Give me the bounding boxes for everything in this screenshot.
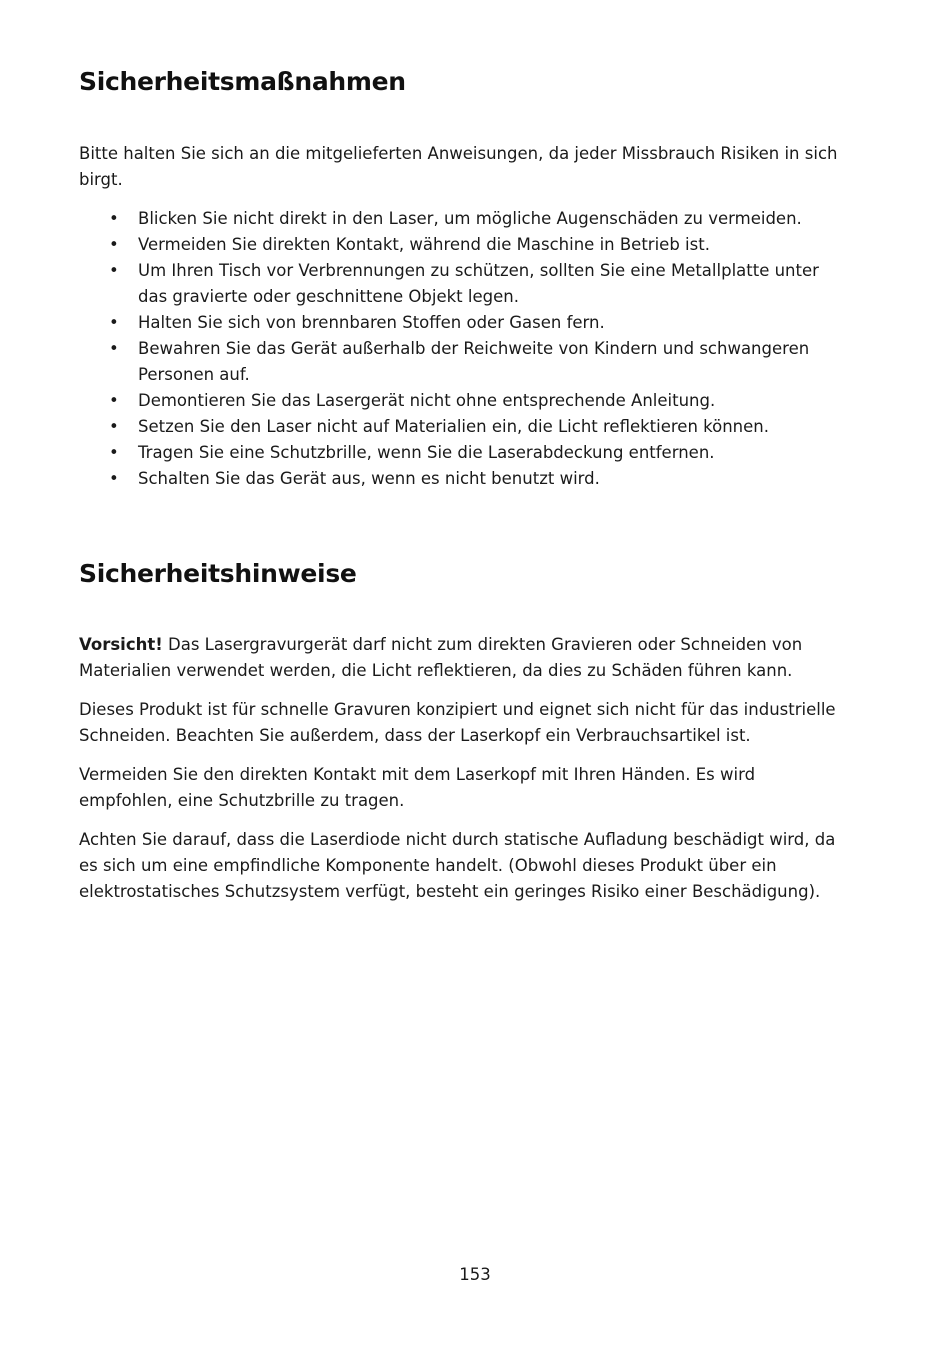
safety-notes — [79, 632, 849, 918]
caution-paragraph — [79, 632, 849, 684]
heading-safety-notes: Sicherheitshinweise — [79, 559, 357, 588]
bullet-icon: • — [109, 339, 119, 358]
bullet-icon: • — [109, 235, 119, 254]
list-item — [79, 440, 849, 466]
list-item — [79, 388, 849, 414]
bullet-icon: • — [109, 209, 119, 228]
notes-paragraph-2: Dieses Produkt ist für schnelle Gravuren konzipiert und eignet sich nicht für das industrielle Schneiden. Beachten Sie außerdem, dass der Laserkopf ein Verbrauchsartikel ist. — [79, 700, 836, 745]
notes-paragraph-4: Achten Sie darauf, dass die Laserdiode nicht durch statische Aufladung beschädigt wird, da es sich um eine empfindliche Komponente handelt. (Obwohl dieses Produkt über ein elektrostatisches Schutzsystem verfügt, besteht ein geringes Risiko einer Beschädigung). — [79, 830, 836, 901]
list-item-text: Vermeiden Sie direkten Kontakt, während die Maschine in Betrieb ist. — [138, 235, 710, 254]
bullet-icon: • — [109, 417, 119, 436]
intro-paragraph: Bitte halten Sie sich an die mitgelieferten Anweisungen, da jeder Missbrauch Risiken in sich birgt. — [79, 144, 838, 189]
bullet-icon: • — [109, 469, 119, 488]
safety-bullet-list — [79, 206, 849, 492]
bullet-icon: • — [109, 261, 119, 280]
list-item — [79, 466, 849, 492]
list-item-text: Setzen Sie den Laser nicht auf Materialien ein, die Licht reflektieren können. — [138, 417, 769, 436]
list-item — [79, 310, 849, 336]
notes-paragraph-3: Vermeiden Sie den direkten Kontakt mit dem Laserkopf mit Ihren Händen. Es wird empfohlen, eine Schutzbrille zu tragen. — [79, 765, 756, 810]
bullet-icon: • — [109, 443, 119, 462]
caution-text: Das Lasergravurgerät darf nicht zum direkten Gravieren oder Schneiden von Materialien verwendet werden, die Licht reflektieren, da dies zu Schäden führen kann. — [79, 635, 803, 680]
list-item-text: Halten Sie sich von brennbaren Stoffen oder Gasen fern. — [138, 313, 605, 332]
bullet-icon: • — [109, 391, 119, 410]
list-item-text: Bewahren Sie das Gerät außerhalb der Reichweite von Kindern und schwangeren Personen auf. — [138, 339, 810, 384]
bullet-icon: • — [109, 313, 119, 332]
list-item-text: Blicken Sie nicht direkt in den Laser, um mögliche Augenschäden zu vermeiden. — [138, 209, 802, 228]
list-item-text: Demontieren Sie das Lasergerät nicht ohne entsprechende Anleitung. — [138, 391, 716, 410]
list-item — [79, 336, 849, 388]
list-item — [79, 414, 849, 440]
list-item — [79, 232, 849, 258]
list-item-text: Um Ihren Tisch vor Verbrennungen zu schützen, sollten Sie eine Metallplatte unter das gravierte oder geschnittene Objekt legen. — [138, 261, 819, 306]
page-number: 153 — [459, 1265, 491, 1284]
list-item-text: Schalten Sie das Gerät aus, wenn es nicht benutzt wird. — [138, 469, 600, 488]
list-item — [79, 206, 849, 232]
list-item-text: Tragen Sie eine Schutzbrille, wenn Sie die Laserabdeckung entfernen. — [138, 443, 715, 462]
list-item — [79, 258, 849, 310]
caution-label: Vorsicht! — [79, 635, 163, 654]
heading-safety-measures: Sicherheitsmaßnahmen — [79, 67, 406, 96]
